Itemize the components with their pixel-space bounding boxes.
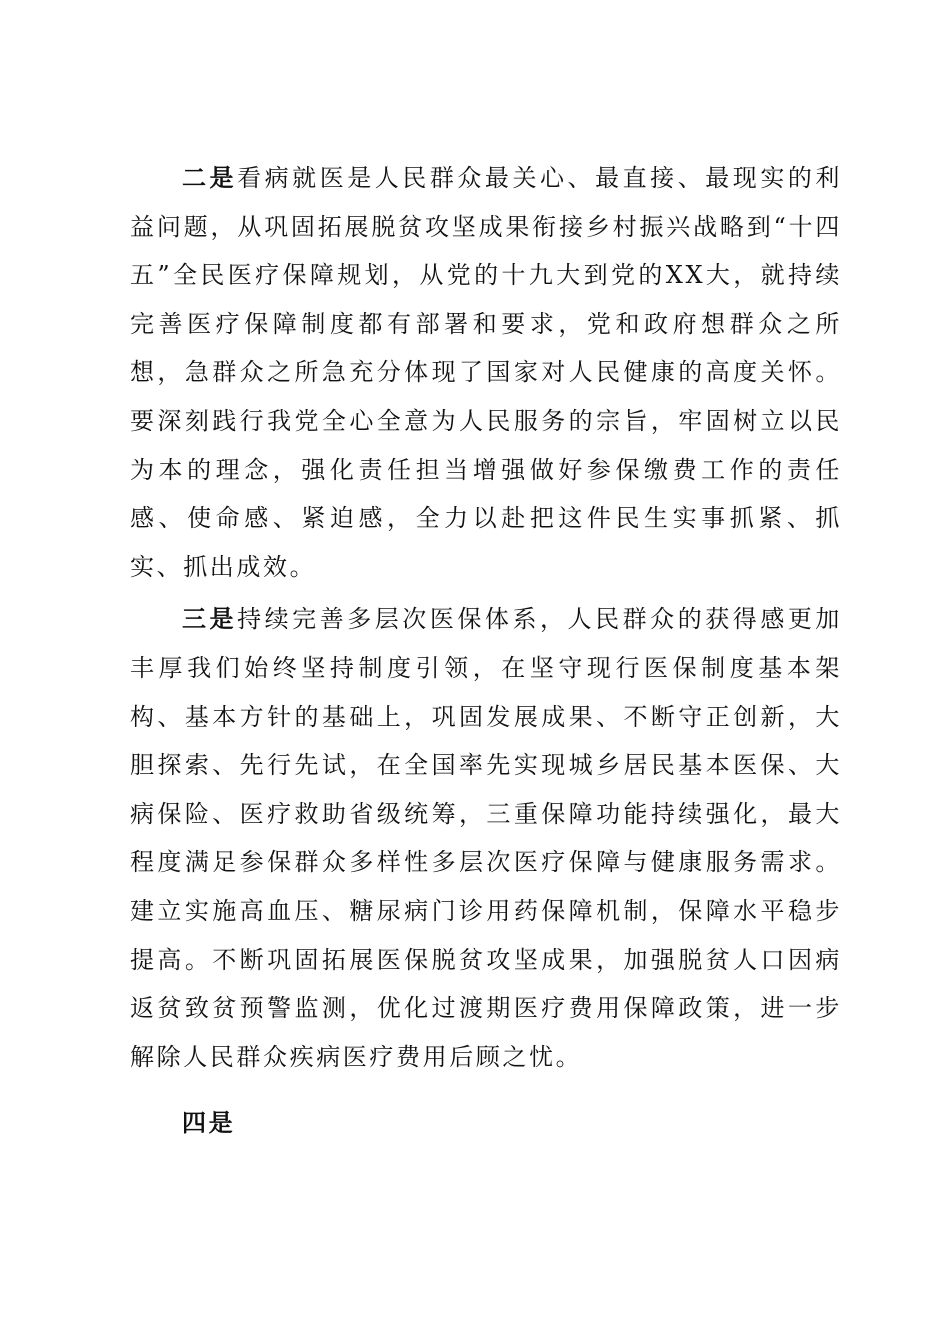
paragraph-3-lead: 三是 xyxy=(182,604,238,634)
paragraph-3 xyxy=(130,595,842,1081)
paragraph-2-lead: 二是 xyxy=(182,163,238,192)
paragraph-4-lead: 四是 xyxy=(182,1108,236,1138)
paragraph-3-text: 持续完善多层次医保体系，人民群众的获得感更加丰厚我们始终坚持制度引领，在坚守现行医保制度基本架构、基本方针的基础上，巩固发展成果、不断守正创新，大胆探索、先行先试，在全国率先实现城乡居民基本医保、大病保险、医疗救助省级统筹，三重保障功能持续强化，最大程度满足参保群众多样性多层次医疗保障与健康服务需求。建立实施高血压、糖尿病门诊用药保障机制，保障水平稳步提高。不断巩固拓展医保脱贫攻坚成果，加强脱贫人口因病返贫致贫预警监测，优化过渡期医疗费用保障政策，进一步解除人民群众疾病医疗费用后顾之忧。 xyxy=(130,605,842,1071)
document-body xyxy=(130,154,842,1148)
paragraph-2 xyxy=(130,154,842,591)
paragraph-4 xyxy=(130,1099,842,1148)
paragraph-2-text: 看病就医是人民群众最关心、最直接、最现实的利益问题，从巩固拓展脱贫攻坚成果衔接乡村振兴战略到“十四五”全民医疗保障规划，从党的十九大到党的XX大，就持续完善医疗保障制度都有部署和要求，党和政府想群众之所想，急群众之所急充分体现了国家对人民健康的高度关怀。要深刻践行我党全心全意为人民服务的宗旨，牢固树立以民为本的理念，强化责任担当增强做好参保缴费工作的责任感、使命感、紧迫感，全力以赴把这件民生实事抓紧、抓实、抓出成效。 xyxy=(130,164,842,581)
